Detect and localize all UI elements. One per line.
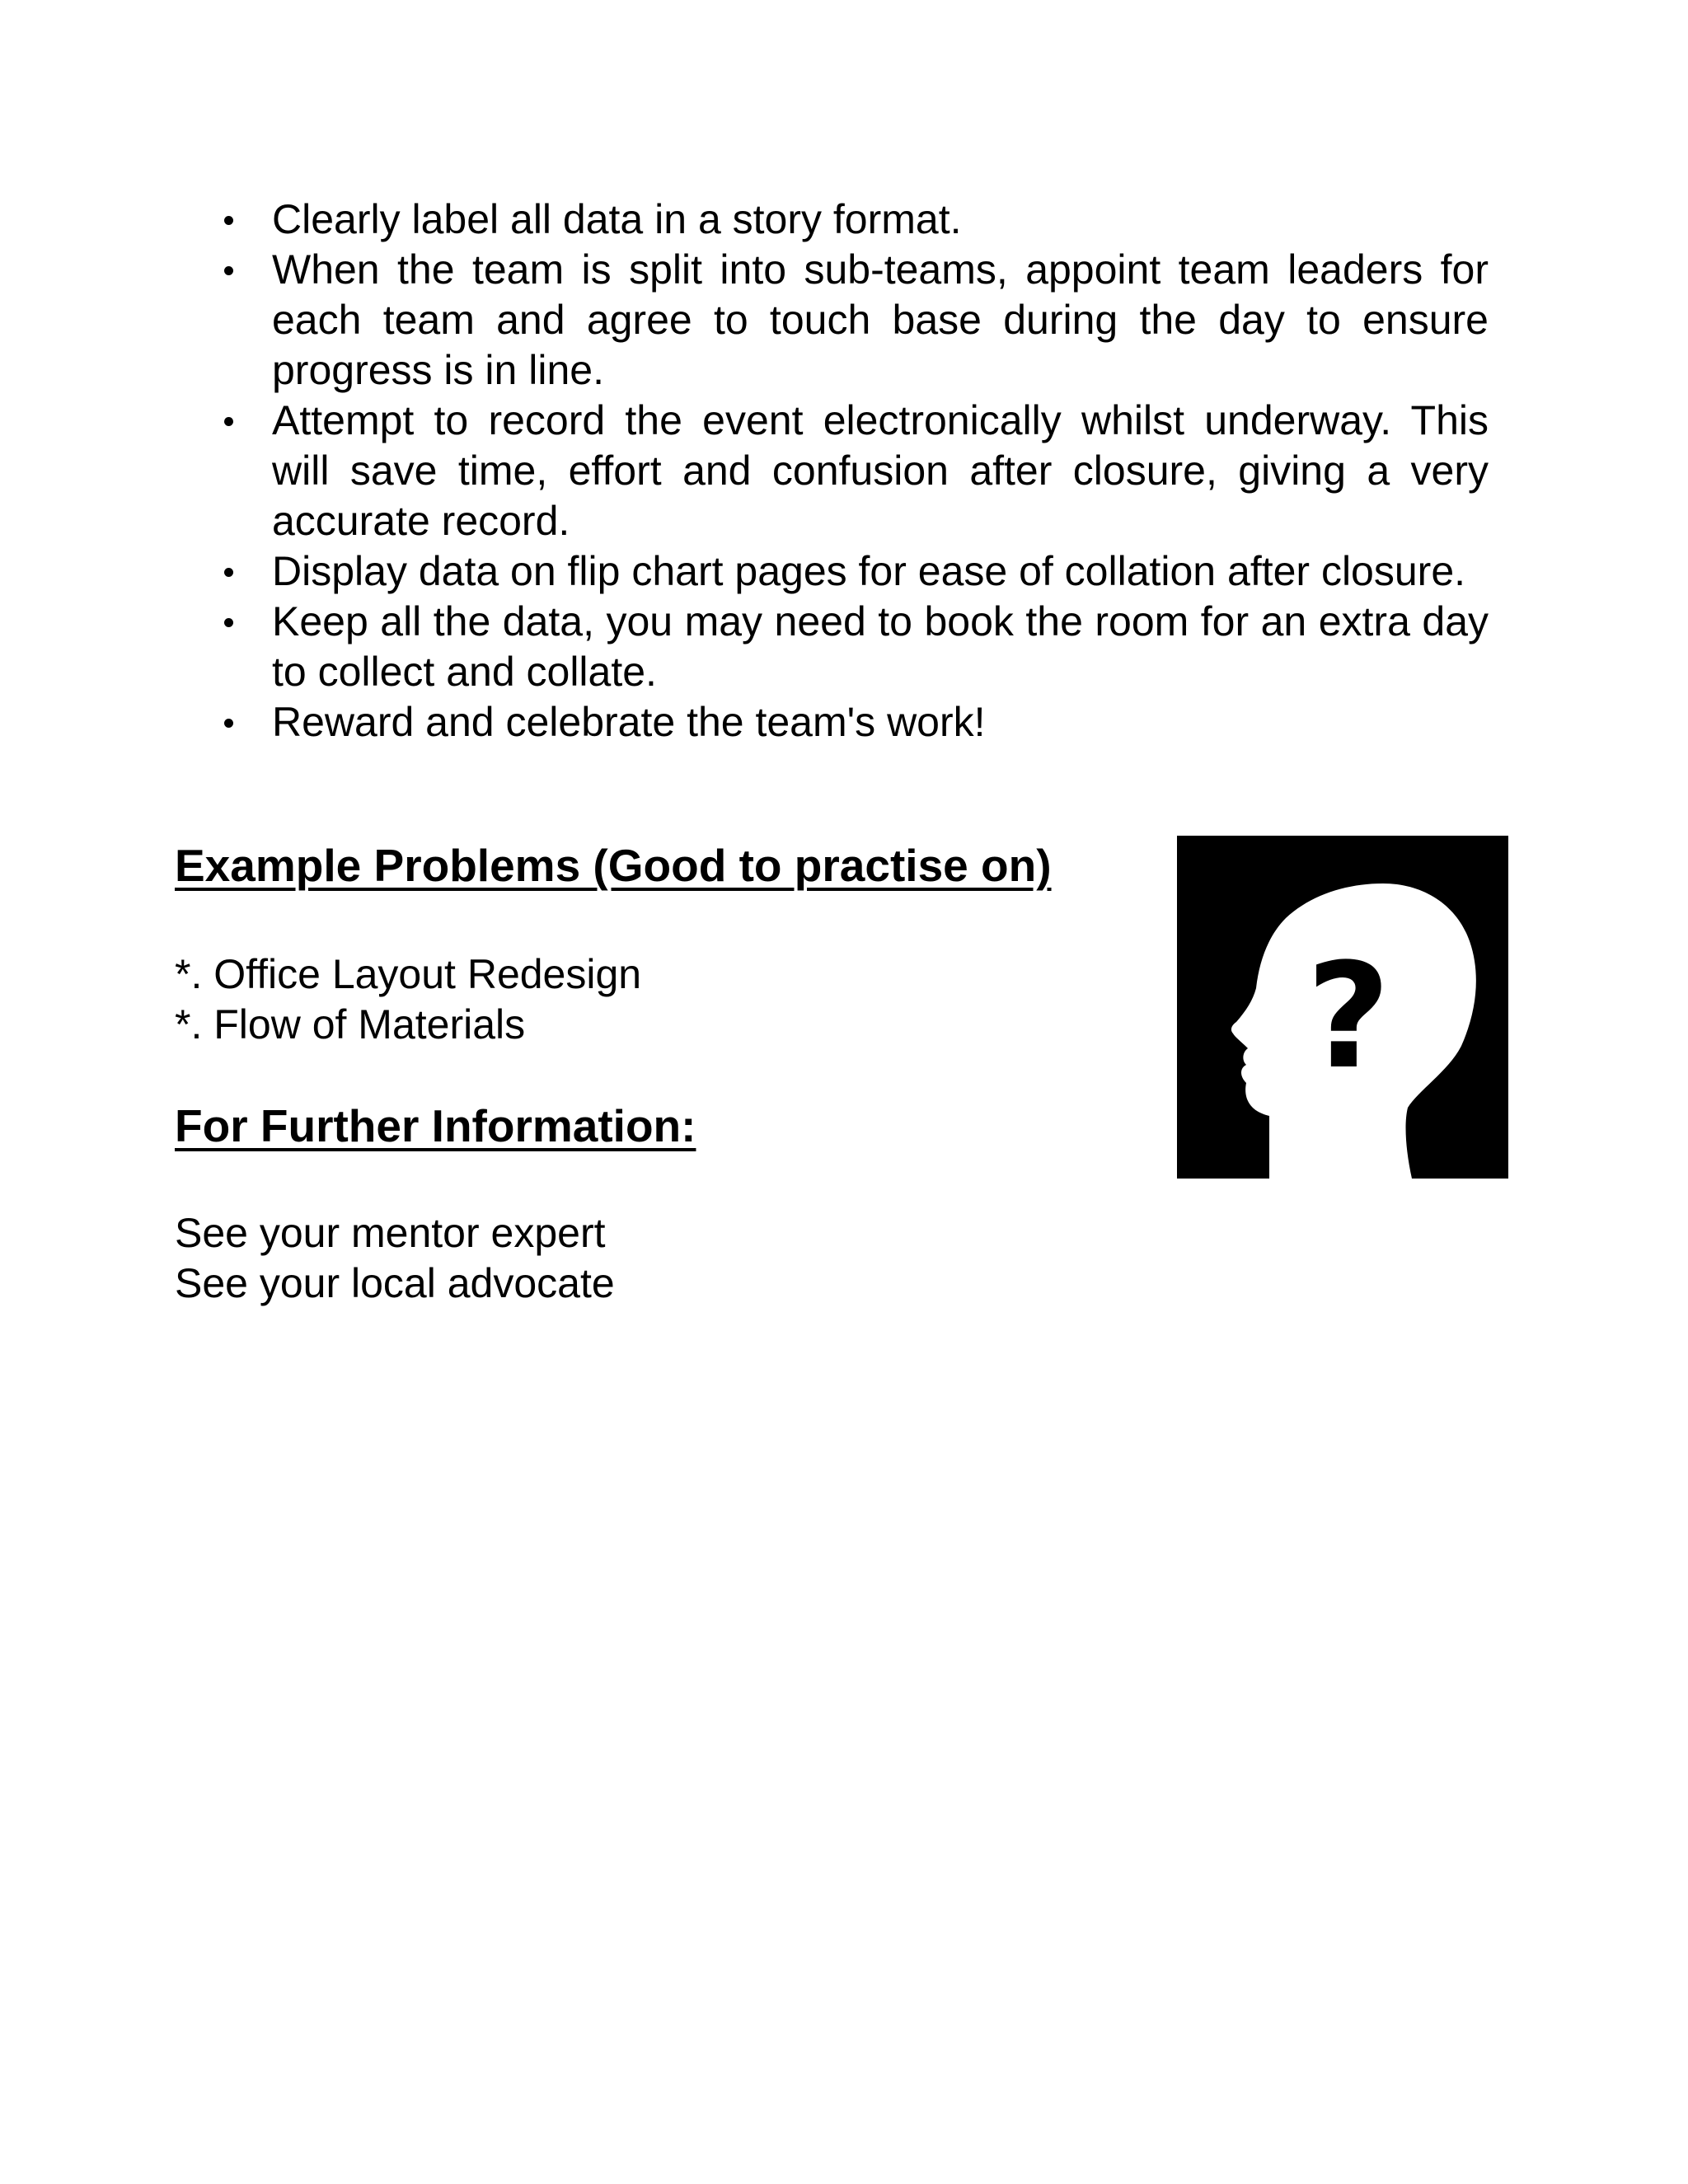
list-item: Display data on flip chart pages for ease of collation after closure.	[175, 546, 1489, 597]
list-item: Keep all the data, you may need to book the room for an extra day to collect and collate.	[175, 597, 1489, 697]
bullet-icon	[224, 719, 233, 728]
list-item: Attempt to record the event electronically whilst underway. This will save time, effort and confusion after closure, giving a very accurate record.	[175, 396, 1489, 546]
examples-list	[175, 949, 641, 1050]
list-item: *. Flow of Materials	[175, 1001, 526, 1047]
list-item: *. Office Layout Redesign	[175, 951, 642, 997]
list-item: Reward and celebrate the team's work!	[175, 697, 1489, 748]
examples-heading: Example Problems (Good to practise on)	[175, 840, 1052, 891]
list-item: See your local advocate	[175, 1260, 615, 1306]
head-question-icon	[1177, 836, 1508, 1179]
bullet-list	[175, 194, 1489, 748]
further-info-heading: For Further Information:	[175, 1100, 696, 1151]
list-item: See your mentor expert	[175, 1210, 606, 1256]
bullet-icon	[224, 618, 233, 627]
bullet-icon	[224, 417, 233, 426]
bullet-icon	[224, 266, 233, 275]
question-mark-icon: ?	[1306, 932, 1391, 1101]
list-item: Clearly label all data in a story format.	[175, 194, 1489, 245]
list-item: When the team is split into sub-teams, appoint team leaders for each team and agree to touch base during the day to ensure progress is in line.	[175, 245, 1489, 396]
bullet-icon	[224, 216, 233, 225]
bullet-icon	[224, 568, 233, 577]
further-info-list	[175, 1208, 615, 1309]
